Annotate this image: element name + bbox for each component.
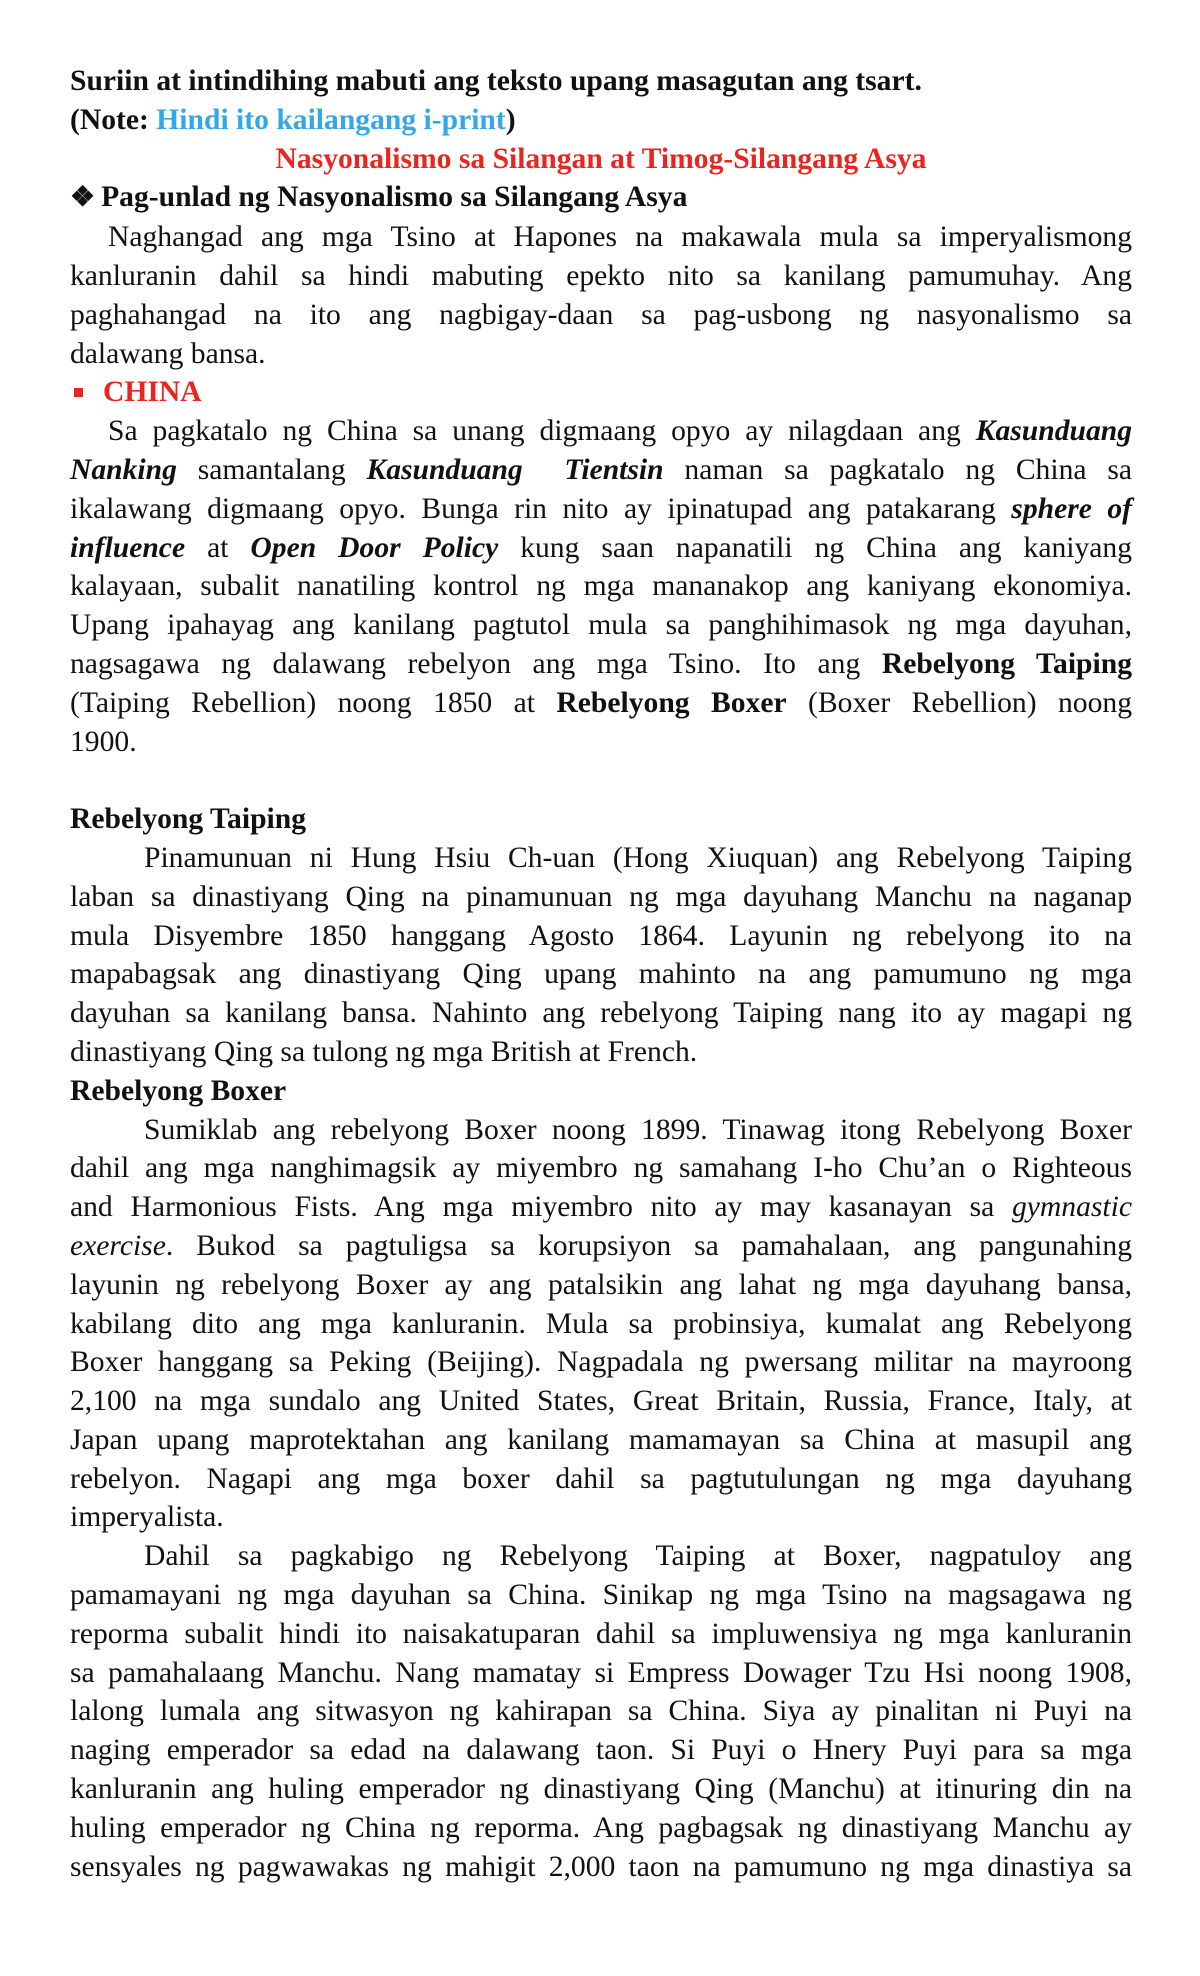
intro-line: kanluranin dahil sa hindi mabuting epekto nito sa kanilang pamumuhay. Ang: [70, 259, 1132, 292]
china-heading-text: CHINA: [103, 376, 202, 409]
taiping-line: dayuhan sa kanilang bansa. Nahinto ang rebelyong Taiping nang ito ay magapi ng: [70, 997, 1132, 1030]
boxer-line: 2,100 na mga sundalo ang United States, Great Britain, Russia, France, Italy, at: [70, 1385, 1132, 1418]
china-heading: [70, 373, 1132, 412]
rebellion-term: Rebelyong Taiping: [881, 647, 1132, 680]
boxer-line: Sumiklab ang rebelyong Boxer noong 1899. Tinawag itong Rebelyong Boxer: [144, 1113, 1132, 1146]
intro-paragraph: [70, 218, 1132, 373]
text-run: naman sa pagkatalo ng China sa: [663, 453, 1132, 486]
policy-term: influence: [70, 531, 186, 564]
china-line: [70, 451, 1132, 490]
final-line: sa pamahalaang Manchu. Nang mamatay si Empress Dowager Tzu Hsi noong 1908,: [70, 1656, 1132, 1689]
china-line: 1900.: [70, 725, 137, 758]
boxer-line: kabilang dito ang mga kanluranin. Mula sa probinsiya, kumalat ang Rebelyong: [70, 1307, 1132, 1340]
diamond-bullet-icon: ❖: [70, 182, 96, 214]
china-line: kalayaan, subalit nanatiling kontrol ng mga mananakop ang kaniyang ekonomiya.: [70, 570, 1132, 603]
china-line: Upang ipahayag ang kanilang pagtutol mula sa panghihimasok ng mga dayuhan,: [70, 609, 1132, 642]
boxer-line: Boxer hanggang sa Peking (Beijing). Nagpadala ng pwersang militar na mayroong: [70, 1346, 1132, 1379]
final-line: Dahil sa pagkabigo ng Rebelyong Taiping at Boxer, nagpatuloy ang: [144, 1540, 1132, 1573]
treaty-term: Kasunduang Tientsin: [366, 453, 664, 486]
text-run: kung saan napanatili ng China ang kaniyang: [498, 531, 1133, 564]
final-line: pamamayani ng mga dayuhan sa China. Sinikap ng mga Tsino na magsagawa ng: [70, 1579, 1132, 1612]
intro-line: Naghangad ang mga Tsino at Hapones na makawala mula sa imperyalismong: [108, 221, 1132, 254]
paragraph-gap: [70, 761, 1132, 800]
text-run: nagsagawa ng dalawang rebelyon ang mga Tsino. Ito ang: [70, 647, 882, 680]
note-close: ): [505, 103, 516, 136]
china-line: [70, 412, 1132, 451]
intro-line: paghahangad na ito ang nagbigay-daan sa pag-usbong ng nasyonalismo sa: [70, 298, 1132, 331]
taiping-line: dinastiyang Qing sa tulong ng mga British at French.: [70, 1035, 698, 1068]
italic-term: gymnastic: [1012, 1191, 1132, 1224]
boxer-paragraph: [70, 1111, 1132, 1538]
instruction-text: Suriin at intindihing mabuti ang teksto upang masagutan ang tsart.: [70, 65, 922, 97]
boxer-line: layunin ng rebelyong Boxer ay ang patalsikin ang lahat ng mga dayuhang bansa,: [70, 1268, 1132, 1301]
taiping-line: mula Disyembre 1850 hanggang Agosto 1864. Layunin ng rebelyong ito na: [70, 919, 1132, 952]
text-run: samantalang: [176, 453, 367, 486]
final-paragraph: [70, 1537, 1132, 1886]
text-run: Sa pagkatalo ng China sa unang digmaang opyo ay nilagdaan ang: [108, 415, 976, 448]
treaty-term: Kasunduang: [975, 415, 1132, 448]
note-text: Hindi ito kailangang i-print: [156, 103, 506, 136]
text-run: ikalawang digmaang opyo. Bunga rin nito ay ipinatupad ang patakarang: [70, 492, 1012, 525]
final-line: huling emperador ng China ng reporma. Ang pagbagsak ng dinastiyang Manchu ay: [70, 1811, 1132, 1844]
boxer-line: [70, 1188, 1132, 1227]
final-line: naging emperador sa edad na dalawang taon. Si Puyi o Hnery Puyi para sa mga: [70, 1734, 1132, 1767]
china-paragraph: [70, 412, 1132, 761]
text-run: (Taiping Rebellion) noong 1850 at: [70, 686, 557, 719]
final-line: reporma subalit hindi ito naisakatuparan dahil sa impluwensiya ng mga kanluranin: [70, 1617, 1132, 1650]
treaty-term: Nanking: [70, 453, 177, 486]
note-open: (Note:: [70, 103, 157, 136]
policy-term: Open Door Policy: [250, 531, 499, 564]
rebellion-term: Rebelyong Boxer: [556, 686, 787, 719]
taiping-heading: Rebelyong Taiping: [70, 803, 307, 836]
china-line: [70, 684, 1132, 723]
section-heading: [70, 178, 1132, 218]
boxer-line: Japan upang maprotektahan ang kanilang mamamayan sa China at masupil ang: [70, 1423, 1132, 1456]
policy-term: sphere of: [1011, 492, 1132, 525]
final-line: lalong lumala ang sitwasyon ng kahirapan sa China. Siya ay pinalitan ni Puyi na: [70, 1695, 1132, 1728]
text-run: (Boxer Rebellion) noong: [786, 686, 1132, 719]
china-line: [70, 645, 1132, 684]
page-title: Nasyonalismo sa Silangan at Timog-Silangang Asya: [275, 142, 927, 175]
boxer-line: rebelyon. Nagapi ang mga boxer dahil sa pagtutulungan ng mga dayuhang: [70, 1462, 1132, 1495]
taiping-line: laban sa dinastiyang Qing na pinamunuan ng mga dayuhang Manchu na naganap: [70, 880, 1132, 913]
china-line: [70, 490, 1132, 529]
square-bullet-icon: [74, 388, 83, 397]
final-line: kanluranin ang huling emperador ng dinastiyang Qing (Manchu) at itinuring din na: [70, 1773, 1132, 1806]
boxer-line: [70, 1227, 1132, 1266]
boxer-line: dahil ang mga nanghimagsik ay miyembro ng samahang I-ho Chu’an o Righteous: [70, 1152, 1132, 1185]
section-heading-text: Pag-unlad ng Nasyonalismo sa Silangang Asya: [101, 181, 688, 214]
note-line: [70, 101, 1132, 140]
taiping-paragraph: [70, 839, 1132, 1072]
final-line: sensyales ng pagwawakas ng mahigit 2,000 taon na pamumuno ng mga dinastiya sa: [70, 1850, 1132, 1883]
intro-line: dalawang bansa.: [70, 337, 266, 370]
text-run: at: [185, 531, 251, 564]
boxer-line: imperyalista.: [70, 1501, 224, 1534]
taiping-line: mapabagsak ang dinastiyang Qing upang mahinto na ang pamumuno ng mga: [70, 958, 1132, 991]
boxer-heading: Rebelyong Boxer: [70, 1074, 287, 1107]
text-run: and Harmonious Fists. Ang mga miyembro nito ay may kasanayan sa: [70, 1191, 1012, 1224]
taiping-line: Pinamunuan ni Hung Hsiu Ch-uan (Hong Xiuquan) ang Rebelyong Taiping: [144, 841, 1132, 874]
text-run: . Bukod sa pagtuligsa sa korupsiyon sa pamahalaan, ang pangunahing: [165, 1229, 1132, 1262]
china-line: [70, 529, 1132, 568]
italic-term: exercise: [70, 1229, 166, 1262]
